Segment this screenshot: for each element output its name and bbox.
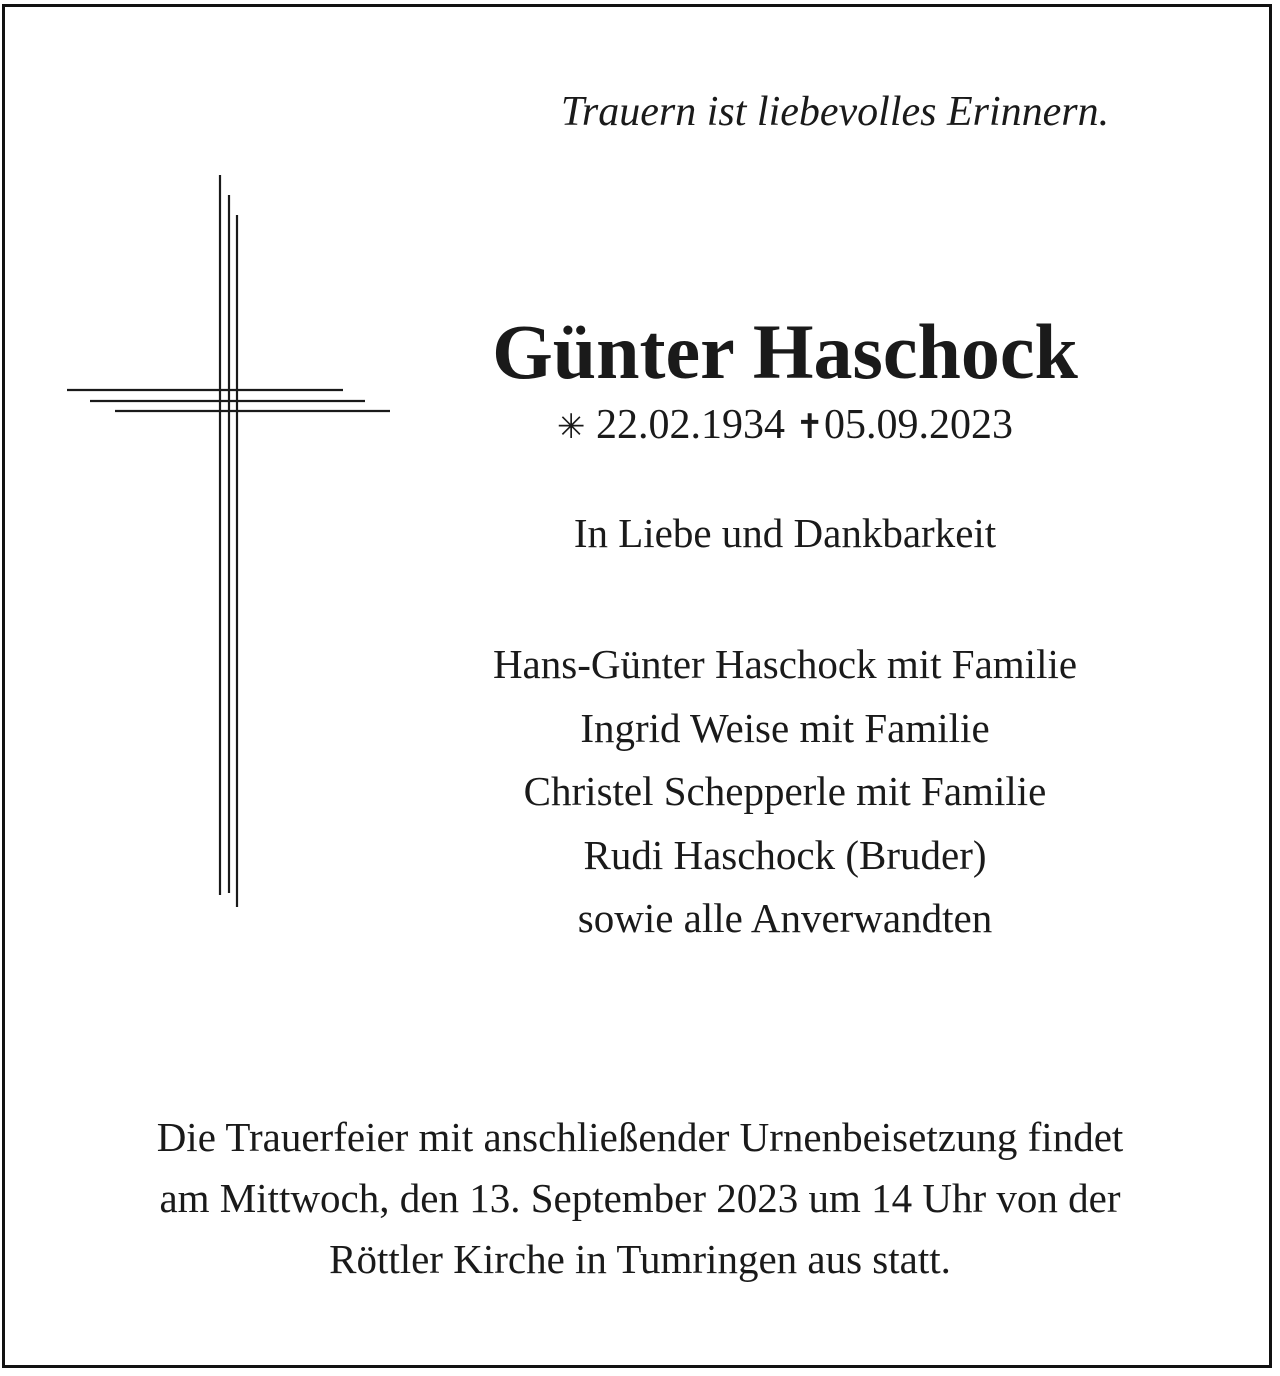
deceased-name: Günter Haschock bbox=[492, 308, 1078, 395]
mourners-list bbox=[385, 633, 1185, 951]
dedication: In Liebe und Dankbarkeit bbox=[573, 510, 997, 556]
birth-date: 22.02.1934 bbox=[596, 402, 785, 448]
mourner-line: Hans-Günter Haschock mit Familie bbox=[492, 641, 1078, 687]
service-announcement bbox=[25, 1107, 1255, 1290]
mourner-line: Christel Schepperle mit Familie bbox=[523, 768, 1047, 814]
mourner-line: Rudi Haschock (Bruder) bbox=[583, 831, 987, 878]
birth-star-icon: ✳ bbox=[557, 407, 586, 447]
death-cross-icon: ✝ bbox=[795, 407, 824, 447]
obituary-notice bbox=[2, 4, 1272, 1368]
service-line: Röttler Kirche in Tumringen aus statt. bbox=[329, 1236, 951, 1282]
service-line: am Mittwoch, den 13. September 2023 um 14 Uhr von der bbox=[159, 1175, 1121, 1221]
motto: Trauern ist liebevolles Erinnern. bbox=[560, 89, 1110, 135]
service-line: Die Trauerfeier mit anschließender Urnenbeisetzung findet bbox=[156, 1114, 1124, 1160]
life-dates bbox=[385, 399, 1185, 453]
mourner-line: sowie alle Anverwandten bbox=[577, 895, 993, 941]
mourner-line: Ingrid Weise mit Familie bbox=[580, 704, 990, 751]
death-date: 05.09.2023 bbox=[824, 402, 1013, 448]
